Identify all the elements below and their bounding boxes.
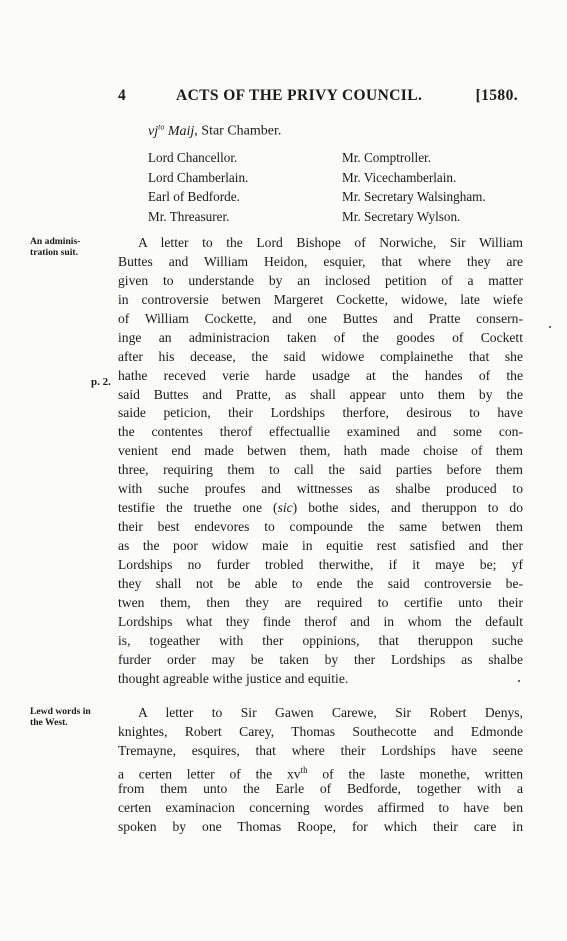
text-line: three, requiring them to call the said parties before them [118, 462, 523, 478]
text-line: as the poor widow maie in equitie rest satisfied and ther [118, 538, 523, 553]
text-line: A letter to Sir Gawen Carewe, Sir Robert Denys, [138, 705, 523, 720]
text-line: A letter to the Lord Bishope of Norwiche, Sir William [138, 235, 523, 250]
attendees-list [148, 148, 528, 226]
date-suffix: to [158, 122, 165, 131]
text-line: venient end made betwen them, hath made choise of them [118, 443, 523, 459]
text-line: is, togeather with ther oppinions, that theruppon suche [118, 632, 523, 648]
meeting-date: $vj^{to}$ Maij [148, 122, 195, 139]
text-line: Lordships what they finde therof and in whom the default [118, 613, 523, 629]
attendee-name: Mr. Secretary Wylson. [342, 208, 461, 224]
page-reference: p. 2. [91, 376, 111, 388]
entry-paragraph [118, 234, 523, 689]
text-line: Tremayne, esquires, that where their Lordships have seene [118, 742, 523, 758]
text-line: twen them, then they are required to certifie unto their [118, 594, 523, 610]
text-line: Lordships no furder trobled therwithe, if it maye be; yf [118, 556, 523, 572]
meeting-date-line [148, 122, 281, 140]
attendee-row [148, 207, 528, 227]
attendee-row [148, 187, 528, 207]
page-number: 4 [118, 87, 127, 104]
attendee-name: Lord Chamberlain. [148, 169, 249, 185]
text-line: knightes, Robert Carey, Thomas Southecotte and Edmonde [118, 723, 523, 739]
text-line: their best endevores to compounde the same betwen them [118, 519, 523, 535]
text-line: after his decease, the said widowe complainethe that she [118, 348, 523, 364]
text-line: spoken by one Thomas Roope, for which their care in [118, 818, 523, 834]
text-line: in controversie betwen Margeret Cockette, widowe, late wiefe [118, 291, 523, 307]
header-year: [1580. [475, 87, 518, 104]
attendee-name: Earl of Bedforde. [148, 189, 240, 204]
text-line: given to understande by an inclosed petition of a matter [118, 272, 523, 288]
text-line: with suche proufes and wittnesses as shalbe produced to [118, 481, 523, 497]
attendee-name: Mr. Threasurer. [148, 208, 230, 224]
text-line: from them unto the Earle of Bedforde, together with a [118, 780, 523, 796]
attendee-name: Lord Chancellor. [148, 150, 238, 165]
ordinal-suffix: th [300, 764, 308, 775]
print-speck [518, 680, 520, 682]
text-line: thought agreable withe justice and equitie. [118, 670, 349, 686]
attendee-row [148, 148, 528, 168]
text-line: furder order may be taken by ther Lordships as shalbe [118, 651, 523, 667]
attendee-name: Mr. Comptroller. [342, 150, 432, 165]
attendee-name: Mr. Vicechamberlain. [342, 169, 457, 185]
text-line: of William Cockette, and one Buttes and Pratte consern- [118, 310, 523, 326]
print-speck [549, 326, 551, 328]
text-line: hathe receved verie harde usadge at the handes of the [118, 367, 523, 383]
text-line: testifie the truethe one (sic) bothe sides, and theruppon to do [118, 500, 523, 516]
margin-note: An adminis- tration suit. [30, 236, 81, 258]
meeting-place: , Star Chamber. [194, 123, 282, 139]
text-line: inge an administracion taken of the goodes of Cockett [118, 329, 523, 345]
attendee-name: Mr. Secretary Walsingham. [342, 189, 486, 204]
running-head [118, 87, 518, 107]
text-line: certen examinacion concerning wordes affirmed to have ben [118, 799, 523, 815]
text-line: said Buttes and Pratte, as shall appear unto them by the [118, 386, 523, 402]
text-line: saide peticion, their Lordships therfore, desirous to have [118, 405, 523, 421]
text-line: a certen letter of the $xv^{th}$ of the laste monethe, written [118, 764, 523, 782]
text-line: Buttes and William Heidon, esquier, that where they are [118, 253, 523, 269]
page-title: ACTS OF THE PRIVY COUNCIL. [176, 87, 423, 104]
text-line: the contentes therof effectuallie examined and some con- [118, 424, 523, 440]
text-line: they shall not be able to ende the said controversie be- [118, 575, 523, 591]
attendee-row [148, 168, 528, 188]
sic-mark: sic [277, 500, 293, 516]
entry-paragraph [118, 704, 523, 837]
margin-note: Lewd words in the West. [30, 706, 91, 728]
